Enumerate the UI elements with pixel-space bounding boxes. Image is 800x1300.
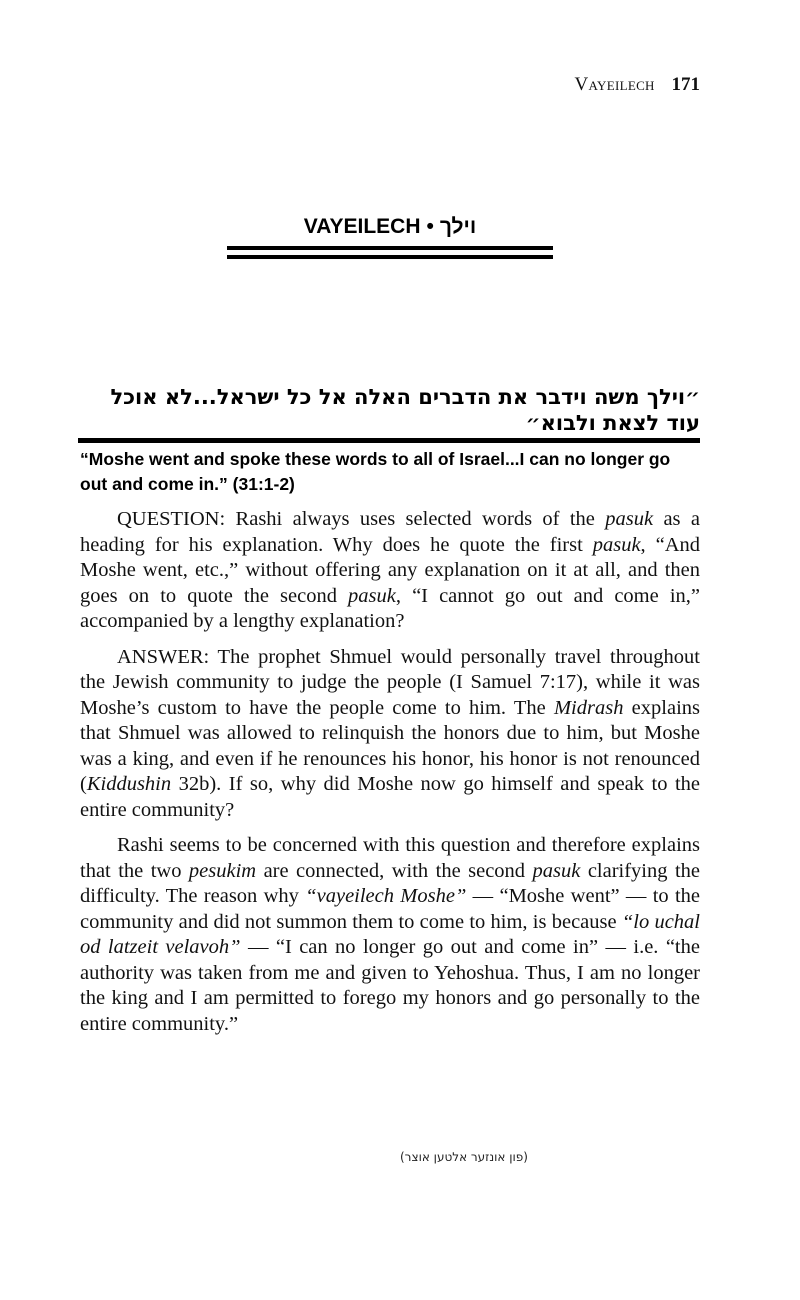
paragraph-question (80, 507, 700, 635)
text-run: , “I cannot go out and come in,” accompanied by a lengthy explanation? (80, 584, 700, 632)
text-run: Rashi seems to be concerned with this question and therefore explains that the two (80, 834, 700, 882)
text-run: 32b). If so, why did Moshe now go himself and speak to the entire community? (80, 773, 700, 821)
italic-term: Kiddushin (86, 773, 172, 795)
italic-term: “lo uchal od latzeit velavoh” (80, 910, 700, 958)
paragraph-answer (80, 645, 700, 824)
chapter-title (227, 214, 553, 240)
chapter-title-english: VAYEILECH (303, 215, 421, 238)
verse-english: “Moshe went and spoke these words to all of Israel...I can no longer go out and come in.” (31:1-2) (80, 449, 671, 494)
italic-term: pasuk (532, 859, 581, 882)
paragraph-rashi (80, 833, 700, 1037)
bullet-separator: • (426, 215, 434, 238)
body-text (80, 507, 700, 1047)
verse-divider-rule (78, 438, 700, 443)
chapter-title-hebrew: וילך (439, 215, 477, 238)
chapter-title-block (227, 214, 553, 259)
text-run: as a heading for his explanation. Why does he quote the first (80, 508, 700, 556)
text-run: , “And Moshe went, etc.,” without offering any explanation on it at all, and then goes on to quote the second (80, 533, 700, 607)
title-rule-top (227, 246, 553, 250)
text-run: — “I can no longer go out and come in” — i.e. “the authority was taken from me and given to Yehoshua. Thus, I am no longer the king and I am permitted to forego my honors and go personally to the entire community.” (80, 936, 700, 1035)
title-rule-bottom (227, 255, 553, 259)
source-note: (פון אונזער אלטען אוצר) (400, 1150, 528, 1164)
page-number: 171 (671, 74, 700, 95)
verse-hebrew: ״וילך משה וידבר את הדברים האלה אל כל ישראל...לא אוכל עוד לצאת ולבוא״ (110, 385, 700, 435)
italic-term: “vayeilech Moshe” (305, 885, 467, 907)
italic-term: pesukim (188, 859, 257, 882)
text-run: — “Moshe went” — to the community and did not summon them to come to him, is because (80, 885, 701, 933)
running-head (575, 74, 700, 96)
italic-term: Midrash (553, 696, 624, 719)
text-run: ANSWER: The prophet Shmuel would personally travel throughout the Jewish community to judge the people (I Samuel 7:17), while it was Moshe’s custom to have the people come to him. The (80, 645, 700, 719)
running-head-section: Vayeilech (574, 74, 655, 95)
text-run: clarifying the difficulty. The reason why (80, 859, 701, 907)
text-run: explains that Shmuel was allowed to relinquish the honors due to him, but Moshe was a king, and even if he renounces his honor, his honor is not renounced ( (80, 696, 700, 795)
italic-term: pasuk (348, 584, 396, 607)
italic-term: pasuk (605, 508, 654, 530)
text-run: are connected, with the second (256, 859, 533, 882)
italic-term: pasuk (592, 533, 641, 556)
text-run: QUESTION: Rashi always uses selected words of the (117, 508, 606, 530)
